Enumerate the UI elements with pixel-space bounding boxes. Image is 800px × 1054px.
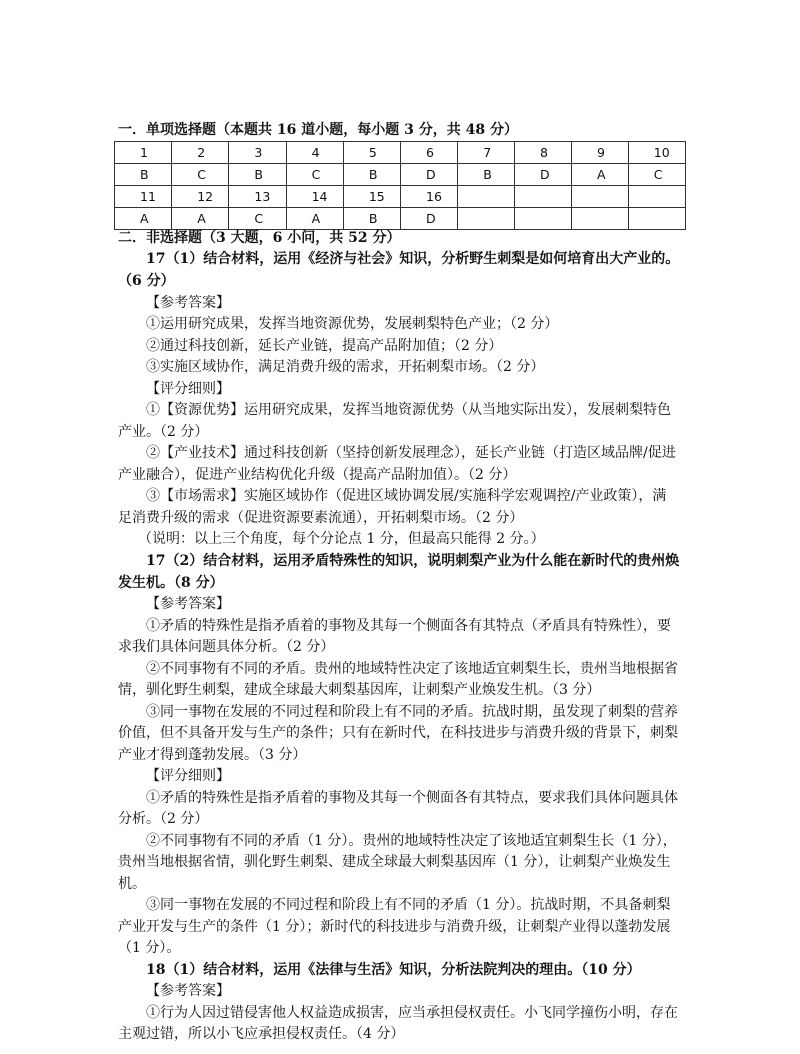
table-cell: 9 [571, 142, 628, 164]
table-cell: D [515, 164, 572, 186]
table-cell: B [458, 164, 515, 186]
table-cell: B [229, 164, 286, 186]
rule-note: （说明：以上三个角度，每个分论点 1 分，但最高只能得 2 分。） [138, 531, 545, 547]
rule-text: 分析。（2 分） [118, 811, 209, 827]
reference-answer-heading: 【参考答案】 [146, 295, 230, 311]
rule-text: 机。 [118, 876, 146, 892]
table-cell: B [115, 164, 172, 186]
question-17-2: 17（2）结合材料，运用矛盾特殊性的知识，说明刺梨产业为什么能在新时代的贵州焕 [146, 553, 680, 569]
rule-text: ③【市场需求】实施区域协作（促进区域协调发展/实施科学宏观调控/产业政策），满 [146, 488, 667, 504]
table-cell: 13 [229, 186, 286, 208]
table-cell: 6 [401, 142, 458, 164]
rule-text: ②不同事物有不同的矛盾（1 分）。贵州的地域特性决定了该地适宜刺梨生长（1 分）， [146, 833, 677, 849]
rule-text: 足消费升级的需求（促进资源要素流通），开拓刺梨市场。（2 分） [118, 510, 524, 526]
table-cell [571, 208, 628, 230]
reference-answer-heading: 【参考答案】 [146, 983, 230, 999]
table-cell: C [172, 164, 229, 186]
answer-text: ③实施区域协作，满足消费升级的需求，开拓刺梨市场。（2 分） [146, 359, 545, 375]
table-cell: B [343, 208, 400, 230]
answer-text: 产业才得到蓬勃发展。（3 分） [118, 747, 307, 763]
rule-text: 产业开发与生产的条件（1 分）；新时代的科技进步与消费升级，让刺梨产业得以蓬勃发展 [118, 919, 671, 935]
table-cell: 2 [172, 142, 229, 164]
table-cell: A [571, 164, 628, 186]
table-cell [628, 186, 685, 208]
reference-answer-heading: 【参考答案】 [146, 596, 230, 612]
table-cell: 14 [286, 186, 343, 208]
answer-text: ②不同事物有不同的矛盾。贵州的地域特性决定了该地适宜刺梨生长，贵州当地根据省 [146, 661, 678, 677]
rule-text: ①矛盾的特殊性是指矛盾着的事物及其每一个侧面各有其特点，要求我们具体问题具体 [146, 790, 678, 806]
table-cell [628, 208, 685, 230]
table-cell: A [286, 208, 343, 230]
question-17-1: 17（1）结合材料，运用《经济与社会》知识，分析野生刺梨是如何培育出大产业的。 [146, 251, 680, 267]
table-cell [458, 186, 515, 208]
table-cell: B [343, 164, 400, 186]
answer-text: 价值，但不具备开发与生产的条件；只有在新时代，在科技进步与消费升级的背景下，刺梨 [118, 725, 678, 741]
table-cell: 16 [401, 186, 458, 208]
answer-text: ③同一事物在发展的不同过程和阶段上有不同的矛盾。抗战时期，虽发现了刺梨的营养 [146, 704, 678, 720]
table-cell: 15 [343, 186, 400, 208]
question-17-1-score: （6 分） [118, 273, 175, 289]
table-cell: 4 [286, 142, 343, 164]
rule-text: ②【产业技术】通过科技创新（坚持创新发展理念），延长产业链（打造区域品牌/促进 [146, 445, 676, 461]
question-18-1: 18（1）结合材料，运用《法律与生活》知识，分析法院判决的理由。（10 分） [146, 962, 641, 978]
rule-text: 产业。（2 分） [118, 424, 209, 440]
rule-text: （1 分）。 [118, 940, 181, 956]
table-cell: D [401, 164, 458, 186]
table-cell: 10 [628, 142, 685, 164]
table-cell: 7 [458, 142, 515, 164]
rule-text: 产业融合），促进产业结构优化升级（提高产品附加值）。（2 分） [118, 467, 517, 483]
answer-text: 主观过错，所以小飞应承担侵权责任。（4 分） [118, 1026, 405, 1042]
answer-text: 求我们具体问题具体分析。（2 分） [118, 639, 335, 655]
answer-text: 情，驯化野生刺梨，建成全球最大刺梨基因库，让刺梨产业焕发生机。（3 分） [118, 682, 601, 698]
scoring-rules-heading: 【评分细则】 [146, 768, 230, 784]
table-cell [515, 186, 572, 208]
section1-title: 一．单项选择题（本题共 16 道小题，每小题 3 分，共 48 分） [118, 122, 518, 138]
table-cell: C [229, 208, 286, 230]
answer-text: ①行为人因过错侵害他人权益造成损害，应当承担侵权责任。小飞同学撞伤小明，存在 [146, 1005, 678, 1021]
rule-text: ①【资源优势】运用研究成果，发挥当地资源优势（从当地实际出发），发展刺梨特色 [146, 402, 671, 418]
rule-text: ③同一事物在发展的不同过程和阶段上有不同的矛盾（1 分）。抗战时期，不具备刺梨 [146, 897, 671, 913]
section2-title: 二．非选择题（3 大题，6 小问，共 52 分） [118, 230, 401, 246]
table-cell: 1 [115, 142, 172, 164]
table-row [115, 142, 686, 164]
table-cell: 8 [515, 142, 572, 164]
question-17-2-score: 发生机。（8 分） [118, 575, 224, 591]
answer-text: ①运用研究成果，发挥当地资源优势，发展刺梨特色产业；（2 分） [146, 316, 559, 332]
scoring-rules-heading: 【评分细则】 [146, 381, 230, 397]
table-cell: A [115, 208, 172, 230]
table-cell: C [628, 164, 685, 186]
table-cell: C [286, 164, 343, 186]
table-cell [515, 208, 572, 230]
rule-text: 贵州当地根据省情，驯化野生刺梨、建成全球最大刺梨基因库（1 分），让刺梨产业焕发生 [118, 854, 671, 870]
table-cell: A [172, 208, 229, 230]
table-cell [571, 186, 628, 208]
table-row [115, 186, 686, 208]
table-cell: 12 [172, 186, 229, 208]
table-cell [458, 208, 515, 230]
answer-text: ①矛盾的特殊性是指矛盾着的事物及其每一个侧面各有其特点（矛盾具有特殊性），要 [146, 618, 671, 634]
table-cell: 11 [115, 186, 172, 208]
table-cell: 5 [343, 142, 400, 164]
answer-text: ②通过科技创新，延长产业链，提高产品附加值；（2 分） [146, 338, 503, 354]
answer-table [114, 141, 686, 230]
table-cell: D [401, 208, 458, 230]
table-cell: 3 [229, 142, 286, 164]
table-row [115, 164, 686, 186]
